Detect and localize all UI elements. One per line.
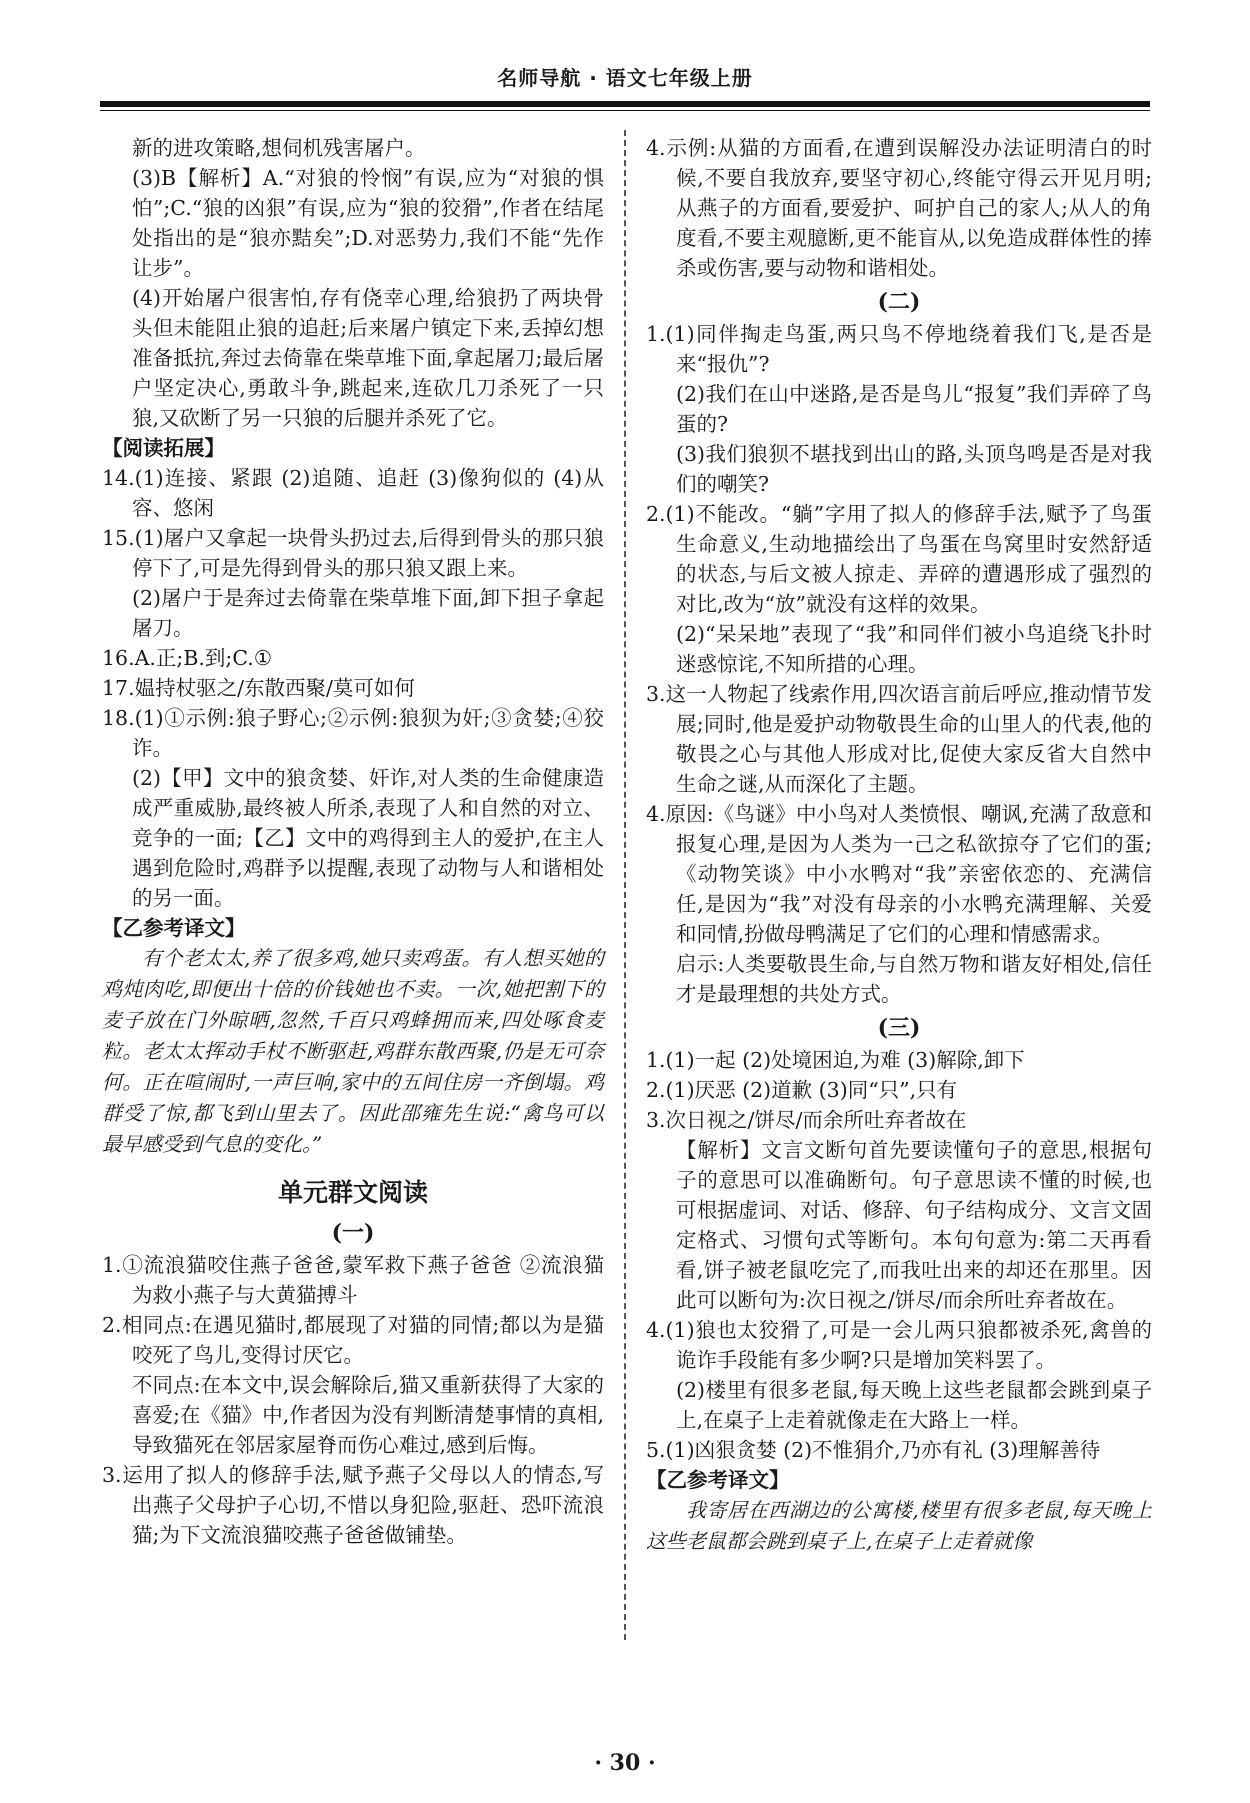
left-paragraph: 15.(1)屠户又拿起一块骨头扔过去,后得到骨头的那只狼停下了,可是先得到骨头的那只狼又跟上来。 (102, 526, 604, 580)
header-rule-thin (100, 110, 1150, 111)
left-paragraph: (4)开始屠户很害怕,存有侥幸心理,给狼扔了两块骨头但未能阻止狼的追赶;后来屠户镇定下来,丢掉幻想准备抵抗,奔过去倚靠在柴草堆下面,拿起屠刀;最后屠户坚定决心,勇敢斗争,跳起来,连砍几刀杀死了一只狼,又砍断了另一只狼的后腿并杀死了它。 (132, 286, 604, 430)
right-paragraph: 1.(1)同伴掏走鸟蛋,两只鸟不停地绕着我们飞,是否是来“报仇”? (646, 322, 1152, 376)
right-column (646, 133, 1152, 1557)
left-paragraph: (一) (331, 1220, 375, 1246)
right-paragraph: 我寄居在西湖边的公寓楼,楼里有很多老鼠,每天晚上这些老鼠都会跳到桌子上,在桌子上走着就像 (646, 1498, 1152, 1553)
right-paragraph: 3.这一人物起了线索作用,四次语言前后呼应,推动情节发展;同时,他是爱护动物敬畏生命的山里人的代表,他的敬畏之心与其他人形成对比,促使大家反省大自然中生命之谜,从而深化了主题。 (646, 682, 1152, 796)
right-paragraph: (三) (877, 1015, 921, 1041)
page-header: 名师导航 · 语文七年级上册 (497, 66, 753, 90)
right-paragraph: 启示:人类要敬畏生命,与自然万物和谐友好相处,信任才是最理想的共处方式。 (676, 952, 1152, 1006)
page-number: · 30 · (594, 1750, 656, 1776)
left-paragraph: 有个老太太,养了很多鸡,她只卖鸡蛋。有人想买她的鸡炖肉吃,即便出十倍的价钱她也不卖。一次,她把割下的麦子放在门外晾晒,忽然,千百只鸡蜂拥而来,四处啄食麦粒。老太太挥动手杖不断驱赶,鸡群东散西聚,仍是无可奈何。正在喧闹时,一声巨响,家中的五间住房一齐倒塌。鸡群受了惊,都飞到山里去了。因此邵雍先生说:“禽鸟可以最早感受到气息的变化。” (102, 946, 604, 1156)
right-paragraph: 4.原因:《鸟谜》中小鸟对人类愤恨、嘲讽,充满了敌意和报复心理,是因为人类为一己之私欲掠夺了它们的蛋;《动物笑谈》中小水鸭对“我”亲密依恋的、充满信任,是因为“我”对没有母亲的小水鸭充满理解、关爱和同情,扮做母鸭满足了它们的心理和情感需求。 (646, 802, 1152, 946)
left-paragraph: 17.媪持杖驱之/东散西聚/莫可如何 (102, 676, 415, 700)
left-paragraph: (2)【甲】文中的狼贪婪、奸诈,对人类的生命健康造成严重威胁,最终被人所杀,表现了人和自然的对立、竞争的一面;【乙】文中的鸡得到主人的爱护,在主人遇到危险时,鸡群予以提醒,表现了动物与人和谐相处的另一面。 (132, 766, 604, 910)
right-paragraph: (2)楼里有很多老鼠,每天晚上这些老鼠都会跳到桌子上,在桌子上走着就像走在大路上一样。 (676, 1378, 1152, 1432)
header-rule-thick (100, 101, 1150, 107)
right-paragraph: (2)我们在山中迷路,是否是鸟儿“报复”我们弄碎了鸟蛋的? (676, 382, 1152, 436)
left-paragraph: 1.①流浪猫咬住燕子爸爸,蒙军救下燕子爸爸 ②流浪猫为救小燕子与大黄猫搏斗 (102, 1253, 604, 1307)
column-divider (624, 130, 626, 1640)
right-paragraph: 2.(1)厌恶 (2)道歉 (3)同“只”,只有 (646, 1078, 958, 1102)
right-paragraph: 【解析】文言文断句首先要读懂句子的意思,根据句子的意思可以准确断句。句子意思读不懂的时候,也可根据虚词、对话、修辞、句子结构成分、文言文固定格式、习惯句式等断句。本句句意为:第二天再看看,饼子被老鼠吃完了,而我吐出来的却还在那里。因此可以断句为:次日视之/饼尽/而余所吐弃者故在。 (676, 1138, 1152, 1312)
left-paragraph: 2.相同点:在遇见猫时,都展现了对猫的同情;都以为是猫咬死了鸟儿,变得讨厌它。 (102, 1313, 604, 1367)
left-paragraph: 14.(1)连接、紧跟 (2)追随、追赶 (3)像狗似的 (4)从容、悠闲 (102, 466, 604, 520)
right-paragraph: 4.(1)狼也太狡猾了,可是一会儿两只狼都被杀死,禽兽的诡诈手段能有多少啊?只是增加笑料罢了。 (646, 1318, 1152, 1372)
right-paragraph: (二) (877, 289, 921, 315)
right-paragraph: 4.示例:从猫的方面看,在遭到误解没办法证明清白的时候,不要自我放弃,要坚守初心,终能守得云开见月明;从燕子的方面看,要爱护、呵护自己的家人;从人的角度看,不要主观臆断,更不能盲从,以免造成群体性的捧杀或伤害,要与动物和谐相处。 (646, 136, 1152, 280)
left-paragraph: 不同点:在本文中,误会解除后,猫又重新获得了大家的喜爱;在《猫》中,作者因为没有判断清楚事情的真相,导致猫死在邻居家屋脊而伤心难过,感到后悔。 (132, 1373, 604, 1457)
left-paragraph: 18.(1)①示例:狼子野心;②示例:狼狈为奸;③贪婪;④狡诈。 (102, 706, 604, 760)
left-paragraph: 3.运用了拟人的修辞手法,赋予燕子父母以人的情态,写出燕子父母护子心切,不惜以身犯险,驱赶、恐吓流浪猫;为下文流浪猫咬燕子爸爸做铺垫。 (102, 1463, 604, 1547)
left-paragraph: 【乙参考译文】 (102, 916, 246, 940)
right-paragraph: 2.(1)不能改。“躺”字用了拟人的修辞手法,赋予了鸟蛋生命意义,生动地描绘出了鸟蛋在鸟窝里时安然舒适的状态,与后文被人掠走、弄碎的遭遇形成了强烈的对比,改为“放”就没有这样的效果。 (646, 502, 1152, 616)
right-paragraph: 1.(1)一起 (2)处境困迫,为难 (3)解除,卸下 (646, 1048, 1025, 1072)
left-paragraph: (2)屠户于是奔过去倚靠在柴草堆下面,卸下担子拿起屠刀。 (132, 586, 604, 640)
left-paragraph: 单元群文阅读 (277, 1178, 428, 1207)
right-paragraph: 【乙参考译文】 (646, 1468, 790, 1492)
right-paragraph: (2)“呆呆地”表现了“我”和同伴们被小鸟追绕飞扑时迷惑惊诧,不知所措的心理。 (676, 622, 1152, 676)
right-paragraph: (3)我们狼狈不堪找到出山的路,头顶鸟鸣是否是对我们的嘲笑? (676, 442, 1152, 496)
right-paragraph: 3.次日视之/饼尽/而余所吐弃者故在 (646, 1108, 967, 1132)
left-paragraph: 16.A.正;B.到;C.① (102, 646, 273, 670)
left-paragraph: 【阅读拓展】 (102, 436, 225, 460)
left-paragraph: (3)B【解析】A.“对狼的怜悯”有误,应为“对狼的惧怕”;C.“狼的凶狠”有误,应为“狼的狡猾”,作者在结尾处指出的是“狼亦黠矣”;D.对恶势力,我们不能“先作让步”。 (132, 166, 604, 280)
right-paragraph: 5.(1)凶狠贪婪 (2)不惟狷介,乃亦有礼 (3)理解善待 (646, 1438, 1101, 1462)
left-column (102, 133, 604, 1550)
left-paragraph: 新的进攻策略,想伺机残害屠户。 (132, 136, 426, 160)
